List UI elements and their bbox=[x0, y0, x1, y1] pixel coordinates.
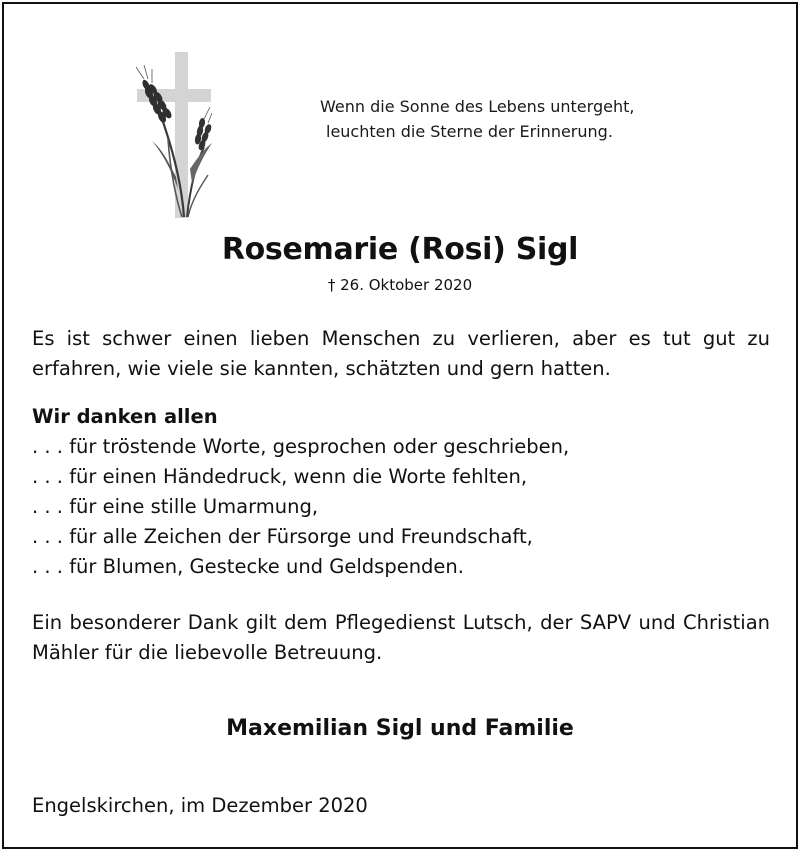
thanks-list bbox=[32, 402, 569, 582]
thanks-heading: Wir danken allen bbox=[32, 405, 218, 428]
thanks-item: . . . für tröstende Worte, gesprochen oder geschrieben, bbox=[32, 435, 570, 458]
quote-line-2: leuchten die Sterne der Erinnerung. bbox=[326, 122, 613, 141]
thanks-item: . . . für Blumen, Gestecke und Geldspenden. bbox=[32, 555, 464, 578]
intro-paragraph: Es ist schwer einen lieben Menschen zu verlieren, aber es tut gut zu erfahren, wie viele sie kannten, schätzten und gern hatten. bbox=[32, 327, 770, 380]
thanks-item: . . . für einen Händedruck, wenn die Worte fehlten, bbox=[32, 465, 528, 488]
cross-with-wheat-icon bbox=[132, 49, 212, 219]
thanks-item: . . . für eine stille Umarmung, bbox=[32, 495, 319, 518]
death-date: † 26. Oktober 2020 bbox=[327, 276, 473, 294]
family-signature: Maxemilian Sigl und Familie bbox=[226, 716, 574, 741]
special-thanks-paragraph: Ein besonderer Dank gilt dem Pflegedienst Lutsch, der SAPV und Christian Mähler für die liebevolle Betreuung. bbox=[32, 611, 770, 664]
thanks-item: . . . für alle Zeichen der Fürsorge und Freundschaft, bbox=[32, 525, 533, 548]
deceased-name: Rosemarie (Rosi) Sigl bbox=[221, 232, 579, 267]
quote-line-1: Wenn die Sonne des Lebens untergeht, bbox=[320, 97, 635, 116]
obituary-notice bbox=[2, 2, 798, 849]
epitaph-quote bbox=[320, 94, 634, 144]
place-and-date: Engelskirchen, im Dezember 2020 bbox=[32, 794, 368, 817]
